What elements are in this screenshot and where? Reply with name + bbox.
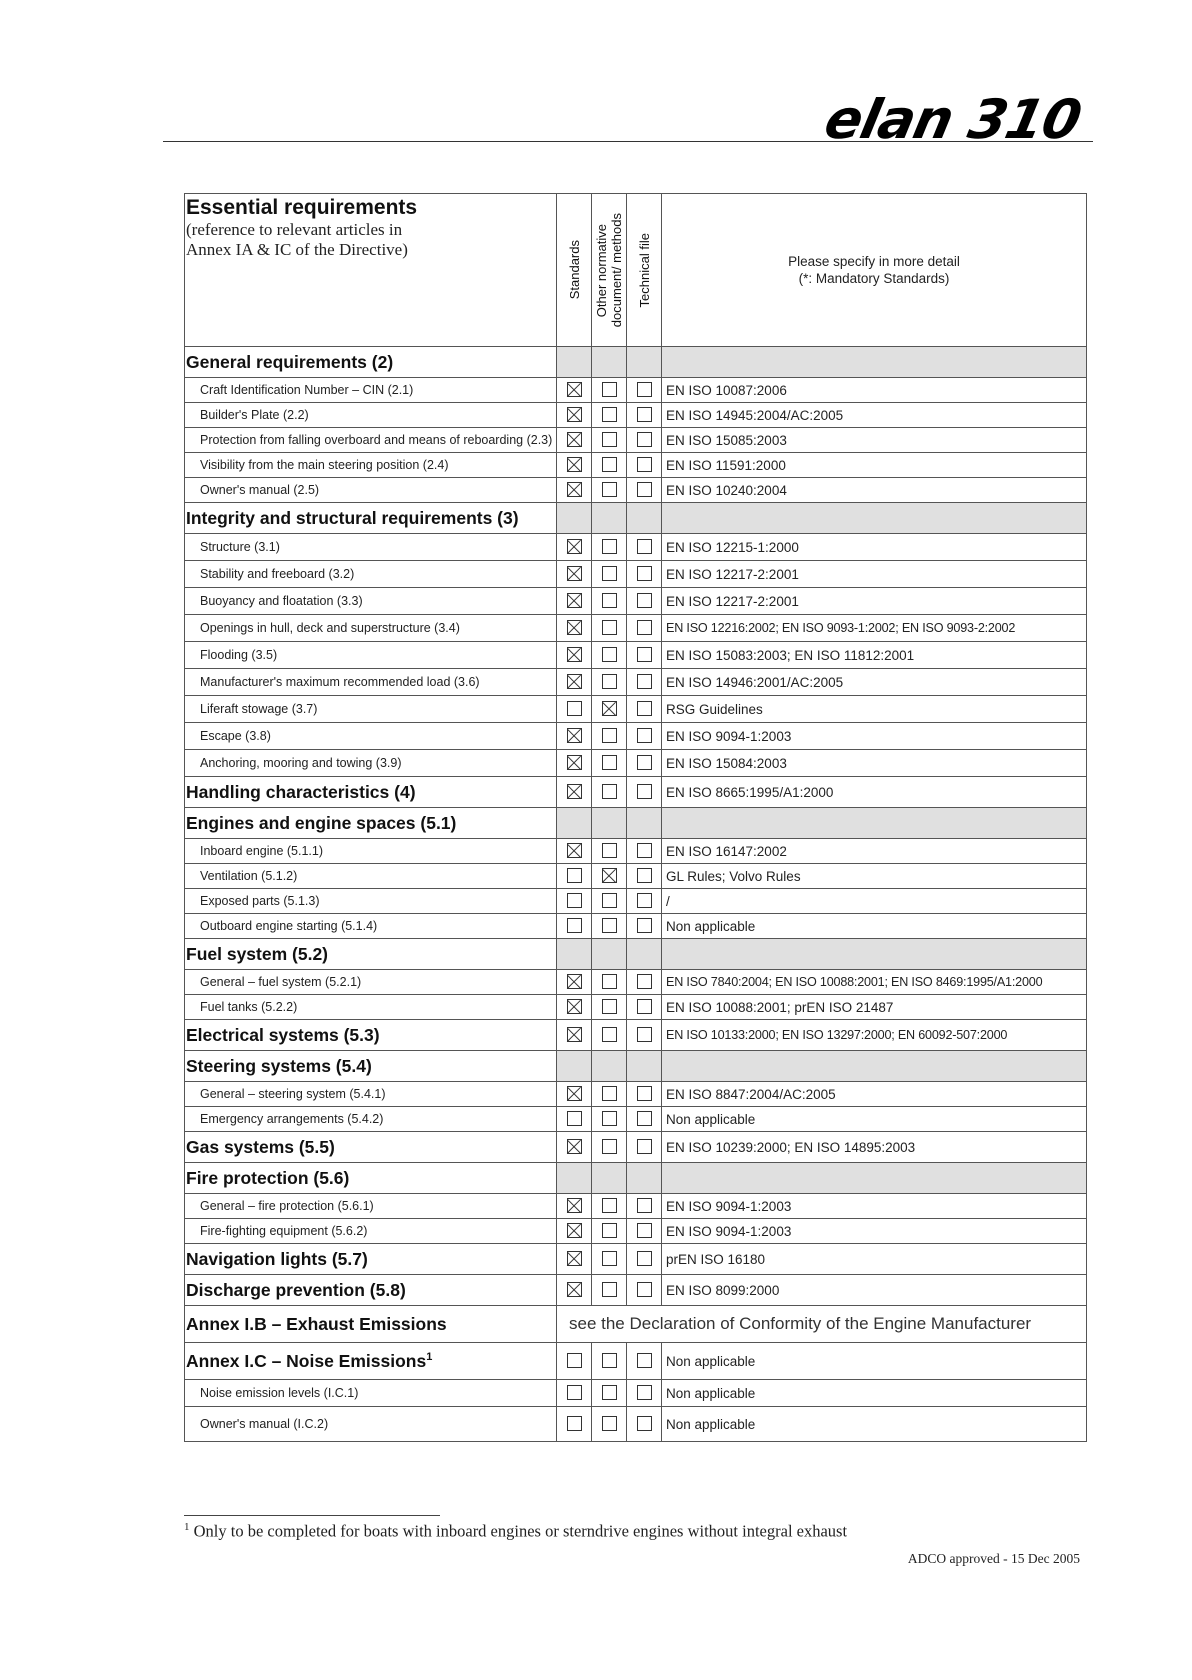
other-normative-checkbox[interactable] bbox=[602, 1385, 617, 1400]
section-row bbox=[185, 1343, 1087, 1380]
technical-file-checkbox[interactable] bbox=[637, 674, 652, 689]
requirement-row bbox=[185, 889, 1087, 914]
other-normative-checkbox[interactable] bbox=[602, 482, 617, 497]
other-normative-checkbox[interactable] bbox=[602, 1027, 617, 1042]
col-technical-label: Technical file bbox=[636, 232, 652, 308]
section-row bbox=[185, 1163, 1087, 1194]
section-label: General requirements (2) bbox=[185, 347, 557, 378]
section-row bbox=[185, 1020, 1087, 1051]
requirement-label: Anchoring, mooring and towing (3.9) bbox=[185, 750, 557, 777]
requirement-detail: EN ISO 10087:2006 bbox=[662, 378, 1087, 403]
other-normative-checkbox[interactable] bbox=[602, 893, 617, 908]
requirement-detail: EN ISO 8099:2000 bbox=[662, 1275, 1087, 1306]
requirement-row bbox=[185, 1380, 1087, 1407]
requirement-detail: EN ISO 12216:2002; EN ISO 9093-1:2002; EN ISO 9093-2:2002 bbox=[662, 615, 1087, 642]
section-row bbox=[185, 808, 1087, 839]
standards-checkbox[interactable] bbox=[567, 918, 582, 933]
requirement-detail: EN ISO 15083:2003; EN ISO 11812:2001 bbox=[662, 642, 1087, 669]
section-label: Integrity and structural requirements (3) bbox=[185, 503, 557, 534]
requirement-label: General – fire protection (5.6.1) bbox=[185, 1194, 557, 1219]
section-label bbox=[185, 1343, 557, 1380]
section-label: Engines and engine spaces (5.1) bbox=[185, 808, 557, 839]
standards-checkbox[interactable] bbox=[567, 566, 582, 581]
technical-file-checkbox[interactable] bbox=[637, 868, 652, 883]
requirement-detail: GL Rules; Volvo Rules bbox=[662, 864, 1087, 889]
requirement-detail: EN ISO 9094-1:2003 bbox=[662, 1219, 1087, 1244]
standards-checkbox[interactable] bbox=[567, 755, 582, 770]
requirement-row bbox=[185, 561, 1087, 588]
requirement-row bbox=[185, 669, 1087, 696]
col-standards-header bbox=[557, 194, 592, 347]
standards-checkbox[interactable] bbox=[567, 728, 582, 743]
section-label: Handling characteristics (4) bbox=[185, 777, 557, 808]
section-label: Navigation lights (5.7) bbox=[185, 1244, 557, 1275]
technical-file-checkbox[interactable] bbox=[637, 843, 652, 858]
requirement-label: Fire-fighting equipment (5.6.2) bbox=[185, 1219, 557, 1244]
standards-checkbox[interactable] bbox=[567, 620, 582, 635]
section-row bbox=[185, 777, 1087, 808]
requirement-label: Inboard engine (5.1.1) bbox=[185, 839, 557, 864]
other-normative-checkbox[interactable] bbox=[602, 728, 617, 743]
requirement-row bbox=[185, 995, 1087, 1020]
requirement-detail: Non applicable bbox=[662, 914, 1087, 939]
standards-checkbox[interactable] bbox=[567, 593, 582, 608]
other-normative-checkbox[interactable] bbox=[602, 382, 617, 397]
requirement-row bbox=[185, 970, 1087, 995]
requirement-label: Owner's manual (2.5) bbox=[185, 478, 557, 503]
col-technical-header bbox=[627, 194, 662, 347]
requirement-detail: EN ISO 10240:2004 bbox=[662, 478, 1087, 503]
requirement-detail: EN ISO 10239:2000; EN ISO 14895:2003 bbox=[662, 1132, 1087, 1163]
standards-checkbox[interactable] bbox=[567, 974, 582, 989]
other-normative-checkbox[interactable] bbox=[602, 566, 617, 581]
other-normative-checkbox[interactable] bbox=[602, 1282, 617, 1297]
requirement-row bbox=[185, 534, 1087, 561]
requirement-detail: EN ISO 10088:2001; prEN ISO 21487 bbox=[662, 995, 1087, 1020]
standards-checkbox[interactable] bbox=[567, 868, 582, 883]
requirement-label: Protection from falling overboard and means of reboarding (2.3) bbox=[185, 428, 557, 453]
technical-file-checkbox[interactable] bbox=[637, 1282, 652, 1297]
other-normative-checkbox[interactable] bbox=[602, 1198, 617, 1213]
col-detail-header bbox=[662, 194, 1087, 347]
other-normative-checkbox[interactable] bbox=[602, 974, 617, 989]
requirement-label: Outboard engine starting (5.1.4) bbox=[185, 914, 557, 939]
requirement-row bbox=[185, 1107, 1087, 1132]
other-normative-checkbox[interactable] bbox=[602, 1086, 617, 1101]
footnote-text: Only to be completed for boats with inboard engines or sterndrive engines without integral exhaust bbox=[189, 1521, 848, 1541]
footnote-reference: 1 bbox=[426, 1350, 433, 1363]
requirement-detail: EN ISO 14945:2004/AC:2005 bbox=[662, 403, 1087, 428]
standards-checkbox[interactable] bbox=[567, 539, 582, 554]
requirement-row bbox=[185, 615, 1087, 642]
technical-file-checkbox[interactable] bbox=[637, 1251, 652, 1266]
requirement-label: Stability and freeboard (3.2) bbox=[185, 561, 557, 588]
section-row bbox=[185, 1051, 1087, 1082]
requirement-detail: prEN ISO 16180 bbox=[662, 1244, 1087, 1275]
table-subtitle-line2: Annex IA & IC of the Directive) bbox=[186, 240, 408, 259]
standards-checkbox[interactable] bbox=[567, 1416, 582, 1431]
section-label: Fire protection (5.6) bbox=[185, 1163, 557, 1194]
standards-checkbox[interactable] bbox=[567, 1353, 582, 1368]
standards-checkbox[interactable] bbox=[567, 1086, 582, 1101]
section-label: Fuel system (5.2) bbox=[185, 939, 557, 970]
requirement-detail: EN ISO 12215-1:2000 bbox=[662, 534, 1087, 561]
col-other-header bbox=[592, 194, 627, 347]
section-row bbox=[185, 1244, 1087, 1275]
col-other-line2: document/ methods bbox=[609, 212, 624, 328]
requirement-detail: EN ISO 12217-2:2001 bbox=[662, 561, 1087, 588]
other-normative-checkbox[interactable] bbox=[602, 918, 617, 933]
requirement-label: Visibility from the main steering position (2.4) bbox=[185, 453, 557, 478]
standards-checkbox[interactable] bbox=[567, 647, 582, 662]
standards-checkbox[interactable] bbox=[567, 1198, 582, 1213]
section-row bbox=[185, 1275, 1087, 1306]
requirement-label: Owner's manual (I.C.2) bbox=[185, 1407, 557, 1442]
standards-checkbox[interactable] bbox=[567, 893, 582, 908]
section-label: Annex I.B – Exhaust Emissions bbox=[185, 1306, 557, 1343]
other-normative-checkbox[interactable] bbox=[602, 432, 617, 447]
other-normative-checkbox[interactable] bbox=[602, 1111, 617, 1126]
table-subtitle-line1: (reference to relevant articles in bbox=[186, 220, 403, 239]
section-row bbox=[185, 939, 1087, 970]
technical-file-checkbox[interactable] bbox=[637, 701, 652, 716]
requirement-row bbox=[185, 428, 1087, 453]
other-normative-checkbox[interactable] bbox=[602, 539, 617, 554]
requirement-label: Craft Identification Number – CIN (2.1) bbox=[185, 378, 557, 403]
requirement-detail: Non applicable bbox=[662, 1107, 1087, 1132]
other-normative-checkbox[interactable] bbox=[602, 784, 617, 799]
requirement-label: Liferaft stowage (3.7) bbox=[185, 696, 557, 723]
technical-file-checkbox[interactable] bbox=[637, 1139, 652, 1154]
requirement-label: Ventilation (5.1.2) bbox=[185, 864, 557, 889]
standards-checkbox[interactable] bbox=[567, 482, 582, 497]
standards-checkbox[interactable] bbox=[567, 701, 582, 716]
section-row bbox=[185, 1306, 1087, 1343]
section-label: Gas systems (5.5) bbox=[185, 1132, 557, 1163]
requirement-detail: EN ISO 8847:2004/AC:2005 bbox=[662, 1082, 1087, 1107]
requirement-label: Emergency arrangements (5.4.2) bbox=[185, 1107, 557, 1132]
standards-checkbox[interactable] bbox=[567, 1027, 582, 1042]
standards-checkbox[interactable] bbox=[567, 843, 582, 858]
technical-file-checkbox[interactable] bbox=[637, 974, 652, 989]
requirement-label: Manufacturer's maximum recommended load (3.6) bbox=[185, 669, 557, 696]
technical-file-checkbox[interactable] bbox=[637, 1086, 652, 1101]
standards-checkbox[interactable] bbox=[567, 382, 582, 397]
table-title: Essential requirements bbox=[186, 196, 418, 219]
requirement-row bbox=[185, 750, 1087, 777]
technical-file-checkbox[interactable] bbox=[637, 784, 652, 799]
col-other-label bbox=[594, 213, 624, 327]
standards-checkbox[interactable] bbox=[567, 407, 582, 422]
technical-file-checkbox[interactable] bbox=[637, 893, 652, 908]
footnote-rule bbox=[184, 1515, 440, 1516]
technical-file-checkbox[interactable] bbox=[637, 566, 652, 581]
requirement-row bbox=[185, 914, 1087, 939]
standards-checkbox[interactable] bbox=[567, 1111, 582, 1126]
other-normative-checkbox[interactable] bbox=[602, 999, 617, 1014]
other-normative-checkbox[interactable] bbox=[602, 407, 617, 422]
standards-checkbox[interactable] bbox=[567, 1139, 582, 1154]
essential-requirements-table bbox=[184, 193, 1087, 1442]
brand-logo: elan 310 bbox=[819, 88, 1087, 151]
other-normative-checkbox[interactable] bbox=[602, 755, 617, 770]
section-row bbox=[185, 1132, 1087, 1163]
section-row bbox=[185, 347, 1087, 378]
requirement-detail: EN ISO 16147:2002 bbox=[662, 839, 1087, 864]
technical-file-checkbox[interactable] bbox=[637, 1198, 652, 1213]
standards-checkbox[interactable] bbox=[567, 457, 582, 472]
other-normative-checkbox[interactable] bbox=[602, 593, 617, 608]
technical-file-checkbox[interactable] bbox=[637, 457, 652, 472]
other-normative-checkbox[interactable] bbox=[602, 1251, 617, 1266]
technical-file-checkbox[interactable] bbox=[637, 539, 652, 554]
requirement-row bbox=[185, 1194, 1087, 1219]
technical-file-checkbox[interactable] bbox=[637, 1416, 652, 1431]
footnote bbox=[184, 1521, 847, 1542]
requirement-detail: EN ISO 10133:2000; EN ISO 13297:2000; EN 60092-507:2000 bbox=[662, 1020, 1087, 1051]
technical-file-checkbox[interactable] bbox=[637, 647, 652, 662]
other-normative-checkbox[interactable] bbox=[602, 1416, 617, 1431]
technical-file-checkbox[interactable] bbox=[637, 1027, 652, 1042]
requirement-row bbox=[185, 1407, 1087, 1442]
requirement-detail: EN ISO 9094-1:2003 bbox=[662, 1194, 1087, 1219]
requirement-row bbox=[185, 478, 1087, 503]
requirement-detail: EN ISO 9094-1:2003 bbox=[662, 723, 1087, 750]
technical-file-checkbox[interactable] bbox=[637, 728, 652, 743]
standards-checkbox[interactable] bbox=[567, 999, 582, 1014]
technical-file-checkbox[interactable] bbox=[637, 407, 652, 422]
other-normative-checkbox[interactable] bbox=[602, 647, 617, 662]
requirement-row bbox=[185, 453, 1087, 478]
other-normative-checkbox[interactable] bbox=[602, 868, 617, 883]
footnote-mark: 1 bbox=[184, 1521, 190, 1533]
other-normative-checkbox[interactable] bbox=[602, 1223, 617, 1238]
section-label: Steering systems (5.4) bbox=[185, 1051, 557, 1082]
exhaust-emissions-note: see the Declaration of Conformity of the Engine Manufacturer bbox=[557, 1306, 1087, 1343]
technical-file-checkbox[interactable] bbox=[637, 918, 652, 933]
technical-file-checkbox[interactable] bbox=[637, 593, 652, 608]
standards-checkbox[interactable] bbox=[567, 1385, 582, 1400]
requirement-detail: EN ISO 8665:1995/A1:2000 bbox=[662, 777, 1087, 808]
requirement-label: General – steering system (5.4.1) bbox=[185, 1082, 557, 1107]
header-title-cell bbox=[185, 194, 557, 347]
technical-file-checkbox[interactable] bbox=[637, 432, 652, 447]
detail-header-line2: (*: Mandatory Standards) bbox=[798, 271, 950, 286]
technical-file-checkbox[interactable] bbox=[637, 1223, 652, 1238]
requirement-label: Exposed parts (5.1.3) bbox=[185, 889, 557, 914]
detail-header-line1: Please specify in more detail bbox=[788, 254, 960, 269]
col-standards-label: Standards bbox=[566, 240, 582, 300]
requirement-detail: EN ISO 7840:2004; EN ISO 10088:2001; EN ISO 8469:1995/A1:2000 bbox=[662, 970, 1087, 995]
requirement-label: Structure (3.1) bbox=[185, 534, 557, 561]
requirement-detail: EN ISO 14946:2001/AC:2005 bbox=[662, 669, 1087, 696]
other-normative-checkbox[interactable] bbox=[602, 620, 617, 635]
technical-file-checkbox[interactable] bbox=[637, 482, 652, 497]
requirement-row bbox=[185, 403, 1087, 428]
requirement-label: Openings in hull, deck and superstructure (3.4) bbox=[185, 615, 557, 642]
requirement-detail: Non applicable bbox=[662, 1380, 1087, 1407]
header-rule bbox=[163, 141, 1093, 142]
section-label: Electrical systems (5.3) bbox=[185, 1020, 557, 1051]
standards-checkbox[interactable] bbox=[567, 432, 582, 447]
requirement-detail: EN ISO 15084:2003 bbox=[662, 750, 1087, 777]
standards-checkbox[interactable] bbox=[567, 674, 582, 689]
requirement-row bbox=[185, 588, 1087, 615]
requirement-label: Fuel tanks (5.2.2) bbox=[185, 995, 557, 1020]
requirement-label: Flooding (3.5) bbox=[185, 642, 557, 669]
requirement-label: General – fuel system (5.2.1) bbox=[185, 970, 557, 995]
technical-file-checkbox[interactable] bbox=[637, 755, 652, 770]
requirement-row bbox=[185, 696, 1087, 723]
noise-emissions-label: Annex I.C – Noise Emissions bbox=[186, 1350, 427, 1371]
requirement-detail: Non applicable bbox=[662, 1343, 1087, 1380]
section-row bbox=[185, 503, 1087, 534]
section-label: Discharge prevention (5.8) bbox=[185, 1275, 557, 1306]
other-normative-checkbox[interactable] bbox=[602, 1353, 617, 1368]
requirement-label: Buoyancy and floatation (3.3) bbox=[185, 588, 557, 615]
other-normative-checkbox[interactable] bbox=[602, 1139, 617, 1154]
table-header-row bbox=[185, 194, 1087, 347]
other-normative-checkbox[interactable] bbox=[602, 457, 617, 472]
requirement-detail: EN ISO 15085:2003 bbox=[662, 428, 1087, 453]
requirement-detail: EN ISO 11591:2000 bbox=[662, 453, 1087, 478]
standards-checkbox[interactable] bbox=[567, 1251, 582, 1266]
other-normative-checkbox[interactable] bbox=[602, 674, 617, 689]
requirement-label: Noise emission levels (I.C.1) bbox=[185, 1380, 557, 1407]
technical-file-checkbox[interactable] bbox=[637, 1111, 652, 1126]
requirement-row bbox=[185, 1219, 1087, 1244]
requirement-row bbox=[185, 1082, 1087, 1107]
other-normative-checkbox[interactable] bbox=[602, 701, 617, 716]
other-normative-checkbox[interactable] bbox=[602, 843, 617, 858]
technical-file-checkbox[interactable] bbox=[637, 1353, 652, 1368]
technical-file-checkbox[interactable] bbox=[637, 1385, 652, 1400]
requirement-row bbox=[185, 378, 1087, 403]
requirement-row bbox=[185, 839, 1087, 864]
approval-note: ADCO approved - 15 Dec 2005 bbox=[907, 1551, 1080, 1566]
requirement-row bbox=[185, 642, 1087, 669]
requirement-row bbox=[185, 864, 1087, 889]
requirement-detail: Non applicable bbox=[662, 1407, 1087, 1442]
technical-file-checkbox[interactable] bbox=[637, 620, 652, 635]
technical-file-checkbox[interactable] bbox=[637, 382, 652, 397]
technical-file-checkbox[interactable] bbox=[637, 999, 652, 1014]
requirement-row bbox=[185, 723, 1087, 750]
requirement-label: Escape (3.8) bbox=[185, 723, 557, 750]
requirement-detail: / bbox=[662, 889, 1087, 914]
standards-checkbox[interactable] bbox=[567, 1223, 582, 1238]
requirement-detail: EN ISO 12217-2:2001 bbox=[662, 588, 1087, 615]
col-other-line1: Other normative bbox=[594, 223, 609, 317]
requirement-label: Builder's Plate (2.2) bbox=[185, 403, 557, 428]
standards-checkbox[interactable] bbox=[567, 1282, 582, 1297]
standards-checkbox[interactable] bbox=[567, 784, 582, 799]
requirement-detail: RSG Guidelines bbox=[662, 696, 1087, 723]
